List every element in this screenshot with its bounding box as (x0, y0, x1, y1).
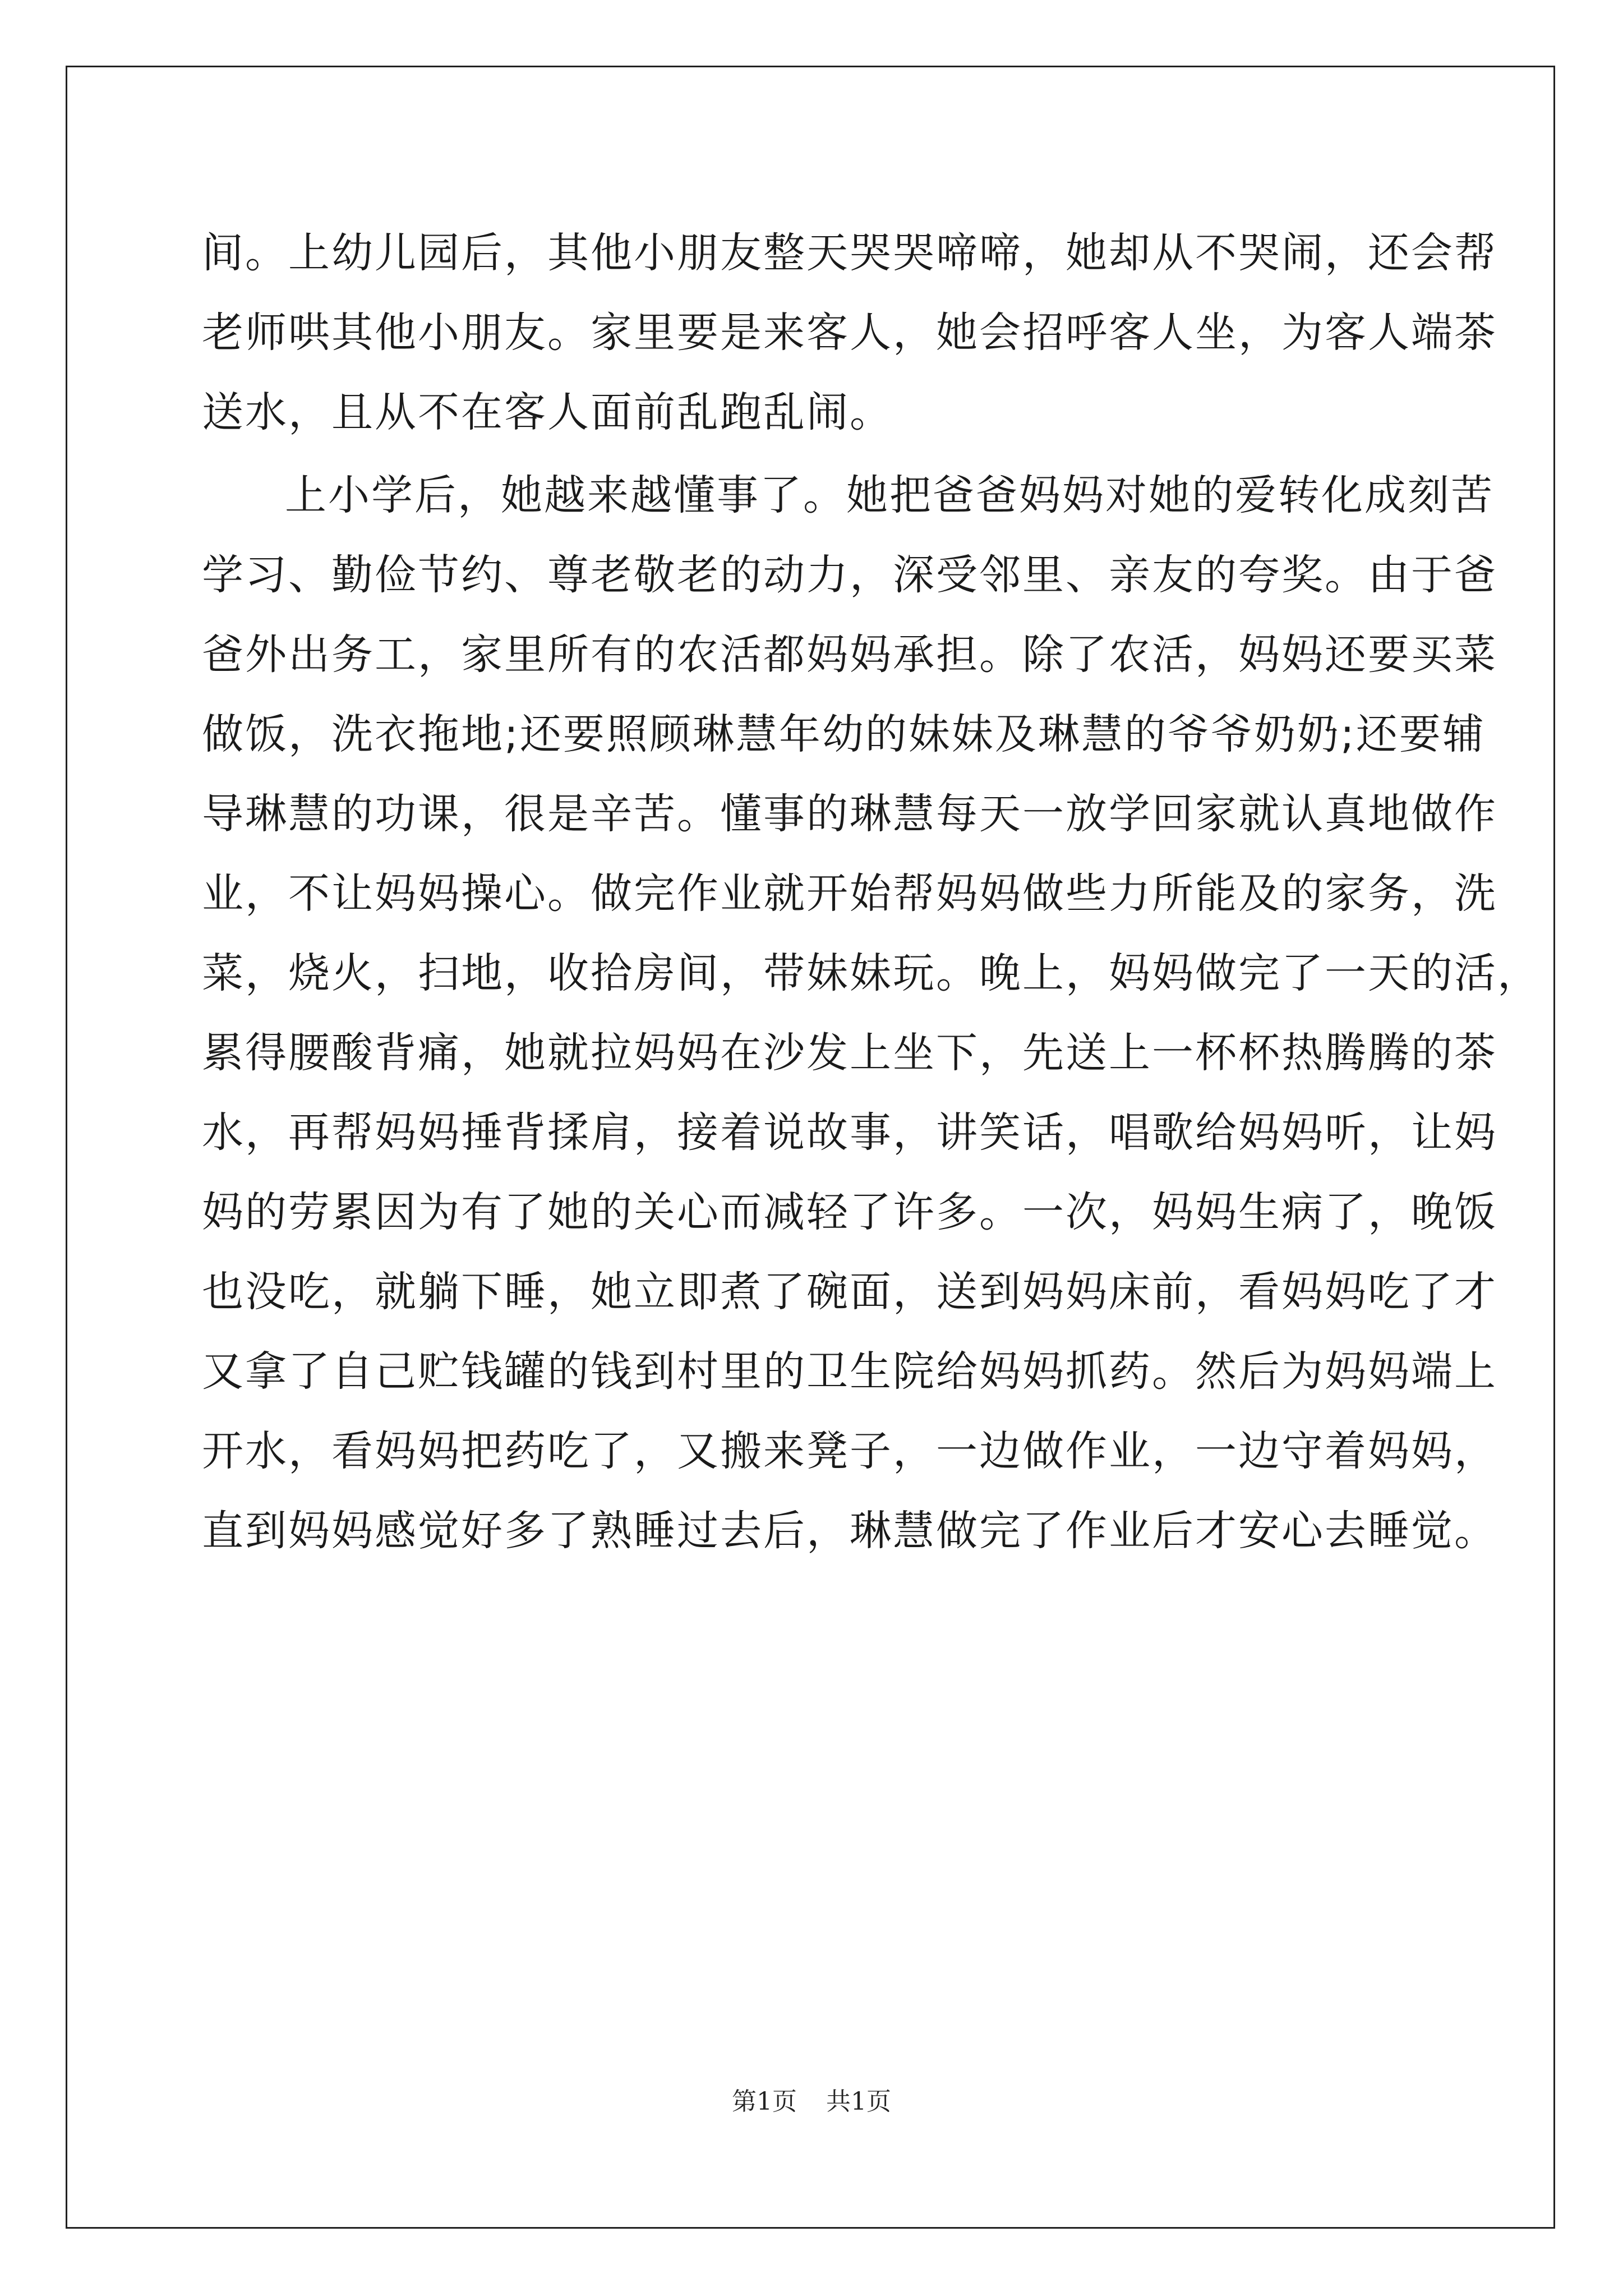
text-line: 也没吃，就躺下睡，她立即煮了碗面，送到妈妈床前，看妈妈吃了才 (202, 1268, 1497, 1316)
text-line: 导琳慧的功课，很是辛苦。懂事的琳慧每天一放学回家就认真地做作 (202, 790, 1497, 838)
text-line: 直到妈妈感觉好多了熟睡过去后，琳慧做完了作业后才安心去睡觉。 (202, 1507, 1497, 1555)
text-line: 做饭，洗衣拖地;还要照顾琳慧年幼的妹妹及琳慧的爷爷奶奶;还要辅 (202, 710, 1486, 758)
paragraph-first-line: 上小学后，她越来越懂事了。她把爸爸妈妈对她的爱转化成刻苦 (285, 471, 1494, 519)
text-line: 老师哄其他小朋友。家里要是来客人，她会招呼客人坐，为客人端茶 (202, 309, 1497, 357)
text-line: 开水，看妈妈把药吃了，又搬来凳子，一边做作业，一边守着妈妈， (202, 1427, 1497, 1475)
text-line: 送水，且从不在客人面前乱跑乱闹。 (202, 388, 893, 436)
current-page-number: 第1页 (732, 2087, 797, 2116)
text-line: 学习、勤俭节约、尊老敬老的动力，深受邻里、亲友的夸奖。由于爸 (202, 551, 1497, 599)
page-footer (0, 2081, 1623, 2117)
text-line: 妈的劳累因为有了她的关心而减轻了许多。一次，妈妈生病了，晚饭 (202, 1188, 1497, 1236)
text-line: 间。上幼儿园后，其他小朋友整天哭哭啼啼，她却从不哭闹，还会帮 (202, 229, 1497, 277)
text-line: 业，不让妈妈操心。做完作业就开始帮妈妈做些力所能及的家务，洗 (202, 869, 1497, 918)
text-line: 又拿了自己贮钱罐的钱到村里的卫生院给妈妈抓药。然后为妈妈端上 (202, 1347, 1497, 1396)
text-line: 菜，烧火，扫地，收拾房间，带妹妹玩。晚上，妈妈做完了一天的活， (202, 949, 1541, 997)
text-line: 爸外出务工，家里所有的农活都妈妈承担。除了农活，妈妈还要买菜 (202, 631, 1497, 679)
text-line: 累得腰酸背痛，她就拉妈妈在沙发上坐下，先送上一杯杯热腾腾的茶 (202, 1029, 1497, 1077)
total-page-count: 共1页 (826, 2087, 891, 2116)
document-body (202, 213, 1541, 1571)
text-line: 水，再帮妈妈捶背揉肩，接着说故事，讲笑话，唱歌给妈妈听，让妈 (202, 1108, 1497, 1157)
